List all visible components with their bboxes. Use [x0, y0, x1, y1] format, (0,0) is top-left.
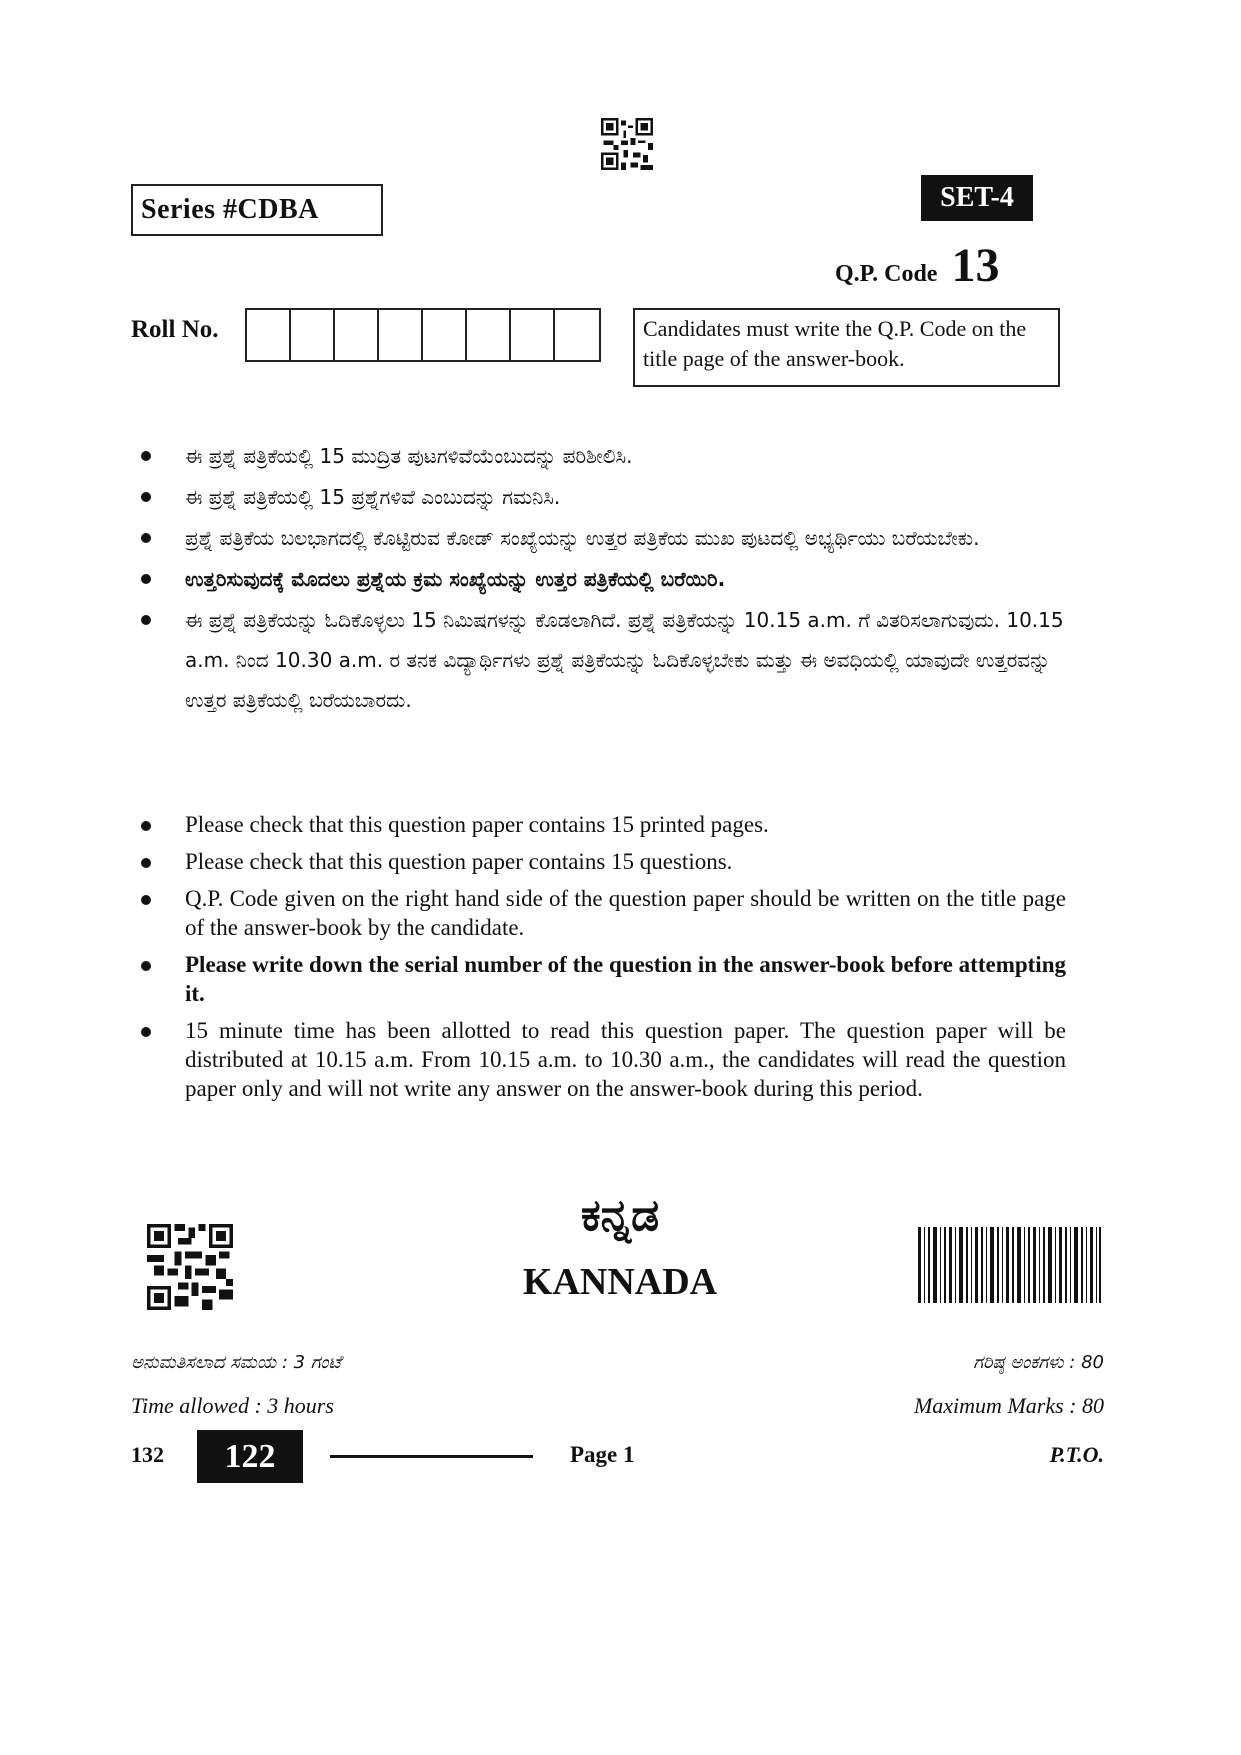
qr-code-bottom	[147, 1224, 233, 1310]
roll-number-label: Roll No.	[131, 316, 219, 343]
roll-number-cell	[555, 310, 599, 360]
roll-number-cell	[423, 310, 467, 360]
instruction-item: Please check that this question paper contains 15 printed pages.	[131, 810, 1066, 839]
roll-number-cell	[335, 310, 379, 360]
qr-code-top	[601, 118, 653, 170]
instruction-item: ಪ್ರಶ್ನೆ ಪತ್ರಿಕೆಯ ಬಲಭಾಗದಲ್ಲಿ ಕೊಟ್ಟಿರುವ ಕೋಡ್ ಸಂಖ್ಯೆಯನ್ನು ಉತ್ತರ ಪತ್ರಿಕೆಯ ಮುಖ ಪುಟದಲ್ಲಿ ಅಭ್ಯರ್ಥಿಯು ಬರೆಯಬೇಕು.	[131, 518, 1066, 558]
instruction-item: Please write down the serial number of the question in the answer-book before attempting it.	[131, 950, 1066, 1008]
english-instructions	[131, 810, 1066, 1111]
qp-code-value: 13	[951, 239, 1000, 292]
time-allowed: Time allowed : 3 hours	[131, 1393, 334, 1418]
roll-number-cell	[291, 310, 335, 360]
instruction-item: Q.P. Code given on the right hand side of the question paper should be written on the title page of the answer-book by the candidate.	[131, 884, 1066, 942]
divider-line	[330, 1455, 533, 1458]
maximum-marks-kannada: ಗರಿಷ್ಠ ಅಂಕಗಳು : 80	[973, 1352, 1104, 1373]
kannada-instructions	[131, 436, 1066, 721]
roll-number-cell	[467, 310, 511, 360]
instruction-item: 15 minute time has been allotted to read this question paper. The question paper will be distributed at 10.15 a.m. From 10.15 a.m. to 10.30 a.m., the candidates will read the question paper only and will not write any answer on the answer-book during this period.	[131, 1016, 1066, 1103]
roll-number-cell	[511, 310, 555, 360]
maximum-marks: Maximum Marks : 80	[913, 1393, 1104, 1418]
instruction-item: ಈ ಪ್ರಶ್ನೆ ಪತ್ರಿಕೆಯಲ್ಲಿ 15 ಮುದ್ರಿತ ಪುಟಗಳಿವೆಯೆಂಬುದನ್ನು ಪರಿಶೀಲಿಸಿ.	[131, 436, 1066, 476]
page-number: Page 1	[570, 1442, 635, 1467]
paper-code: 132	[131, 1442, 164, 1467]
instruction-item: Please check that this question paper contains 15 questions.	[131, 847, 1066, 876]
instruction-item: ಈ ಪ್ರಶ್ನೆ ಪತ್ರಿಕೆಯಲ್ಲಿ 15 ಪ್ರಶ್ನೆಗಳಿವೆ ಎಂಬುದನ್ನು ಗಮನಿಸಿ.	[131, 477, 1066, 517]
roll-number-cell	[379, 310, 423, 360]
time-allowed-kannada: ಅನುಮತಿಸಲಾದ ಸಮಯ : 3 ಗಂಟೆ	[131, 1352, 342, 1373]
set-badge: SET-4	[921, 175, 1033, 221]
series-label: Series #CDBA	[131, 184, 383, 236]
instruction-item: ಈ ಪ್ರಶ್ನೆ ಪತ್ರಿಕೆಯನ್ನು ಓದಿಕೊಳ್ಳಲು 15 ನಿಮಿಷಗಳನ್ನು ಕೊಡಲಾಗಿದೆ. ಪ್ರಶ್ನೆ ಪತ್ರಿಕೆಯನ್ನು 10.15 a.m. ಗೆ ವಿತರಿಸಲಾಗುವುದು. 10.15 a.m. ನಿಂದ 10.30 a.m. ರ ತನಕ ವಿದ್ಯಾರ್ಥಿಗಳು ಪ್ರಶ್ನೆ ಪತ್ರಿಕೆಯನ್ನು ಓದಿಕೊಳ್ಳಬೇಕು ಮತ್ತು ಈ ಅವಧಿಯಲ್ಲಿ ಯಾವುದೇ ಉತ್ತರವನ್ನು ಉತ್ತರ ಪತ್ರಿಕೆಯಲ್ಲಿ ಬರೆಯಬಾರದು.	[131, 600, 1066, 720]
qp-code-notice: Candidates must write the Q.P. Code on the title page of the answer-book.	[633, 308, 1060, 387]
barcode	[918, 1227, 1101, 1303]
roll-number-grid	[245, 308, 601, 362]
roll-number-cell	[247, 310, 291, 360]
subject-title-english: KANNADA	[522, 1261, 718, 1303]
subject-code-box: 122	[197, 1430, 303, 1483]
qp-code	[835, 238, 999, 292]
subject-title-kannada: ಕನ್ನಡ	[580, 1190, 660, 1241]
qp-code-label: Q.P. Code	[835, 261, 938, 287]
instruction-item: ಉತ್ತರಿಸುವುದಕ್ಕೆ ಮೊದಲು ಪ್ರಶ್ನೆಯ ಕ್ರಮ ಸಂಖ್ಯೆಯನ್ನು ಉತ್ತರ ಪತ್ರಿಕೆಯಲ್ಲಿ ಬರೆಯಿರಿ.	[131, 559, 1066, 599]
pto-label: P.T.O.	[1049, 1442, 1104, 1467]
